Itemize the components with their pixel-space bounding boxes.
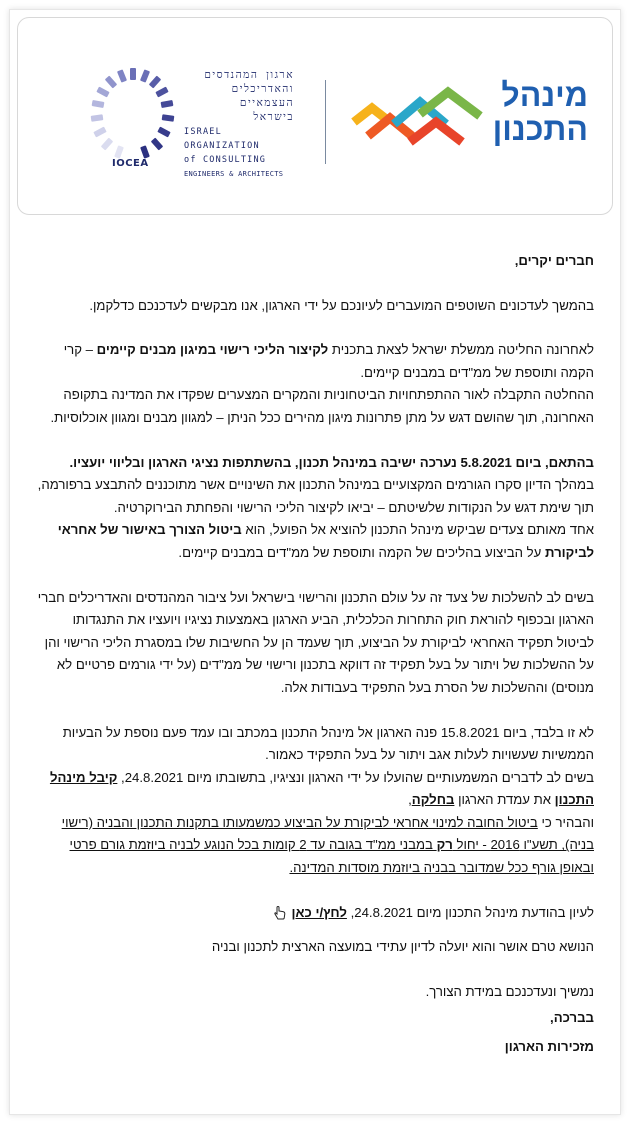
minhal-logo-line: התכנון xyxy=(492,111,588,147)
logo-divider xyxy=(325,80,326,164)
emphasis-text: רק xyxy=(436,837,453,853)
minhal-logo-line: מינהל xyxy=(501,77,588,113)
iocea-english-line: ISRAEL xyxy=(184,127,222,137)
regards-line: בברכה, xyxy=(550,1010,594,1026)
text-run: על הביצוע בהליכים של הקמה ותוספת של ממ"דים במבנים קיימים. xyxy=(178,544,546,560)
meeting-heading: בהתאם, ביום 5.8.2021 נערכה ישיבה במינהל תכנון, בהשתתפות נציגי הארגון ובליווי יועציו. xyxy=(69,454,594,470)
text-run: , xyxy=(408,792,412,808)
minhal-logo-icon xyxy=(350,84,490,154)
paragraph-discussion: במהלך הדיון סקרו הגורמים המקצועיים במינהל התכנון את השינויים אשר מתוכננים להתבצע ברפורמה, תוך שימת דגש על הנקודות שלשיטתם – יביאו לקיצור הליכי הרישוי והפחתת הבירוקרטיה. xyxy=(37,477,594,515)
intro-paragraph: בהמשך לעדכונים השוטפים המועברים לעיונכם על ידי הארגון, אנו מבקשים לעדכנכם כדלקמן. xyxy=(89,297,594,313)
closing-line: נמשיך ונעדכנכם במידת הצורך. xyxy=(425,983,594,999)
text-run: אחד מאותם צעדים שביקש מינהל התכנון להוציא אל הפועל, הוא xyxy=(241,522,594,538)
iocea-logo-text xyxy=(184,68,294,180)
letter-header xyxy=(17,17,613,215)
paragraph-clarification xyxy=(36,812,594,880)
paragraph-plan xyxy=(36,339,594,384)
text-run: והבהיר כי xyxy=(537,814,594,830)
underlined-text: ביטול החובה למינוי אחראי לביקורת על הביצוע כמשמעותו בתקנות התכנון והבניה (רישוי בניה), תשע"ו 2016 - יחול xyxy=(61,814,594,853)
pointing-hand-icon xyxy=(272,905,288,921)
paragraph-background: ההחלטה התקבלה לאור ההתפתחויות הביטחוניות והמקרים המצערים שפקדו את המדינה בתקופה האחרונה, תוך שהושם דגש על מתן פתרונות מיגון מהירים ככל הניתן – למגוון מבנים ומגוון אוכלוסיות. xyxy=(50,387,594,425)
text-run: בשים לב לדברים המשמעותיים שהועלו על ידי הארגון ונציגיו, בתשובתו מיום 24.8.2021, xyxy=(117,769,594,785)
iocea-hebrew-line: בישראל xyxy=(253,111,294,123)
paragraph-notice-link xyxy=(36,902,594,925)
paragraph-letter: לא זו בלבד, ביום 15.8.2021 פנה הארגון אל מינהל התכנון במכתב ובו עמד פעם נוספת על הבעיות הממשיות שעשויות לעלות אגב ויתור על בעל התפקיד כאמור. xyxy=(62,724,594,763)
minhal-logo-text xyxy=(488,78,588,146)
iocea-english-line: ENGINEERS & ARCHITECTS xyxy=(184,170,284,178)
notice-link[interactable]: לחץ/י כאן xyxy=(291,904,347,920)
paragraph-pending: הנושא טרם אושר והוא יועלה לדיון עתידי במועצה הארצית לתכנון ובניה xyxy=(211,939,594,955)
iocea-hebrew-line: העצמאיים xyxy=(239,97,294,109)
text-run: – קרי הקמה ותוספת של ממ"דים במבנים קיימים. xyxy=(63,342,594,380)
iocea-hebrew-line: והאדריכלים xyxy=(231,83,294,95)
underlined-text: במבני ממ"ד בגובה עד 2 קומות בכל הנוגע לבניה ביוזמת גורם פרטי ובאופן גורף ככל שמדובר בבניה ביוזמת מוסדות המדינה. xyxy=(69,837,594,876)
greeting: חברים יקרים, xyxy=(514,253,594,268)
text-run: לאחרונה החליטה ממשלת ישראל לצאת בתכנית xyxy=(328,342,594,358)
iocea-logo-icon xyxy=(84,66,180,170)
signature: מזכירות הארגון xyxy=(504,1039,594,1055)
emphasis-text: לקיצור הליכי רישוי במיגון מבנים קיימים xyxy=(96,342,329,358)
text-run: לעיון בהודעת מינהל התכנון מיום 24.8.2021, xyxy=(346,904,594,920)
paragraph-response xyxy=(36,767,594,812)
iocea-hebrew-line: ארגון המהנדסים xyxy=(204,69,294,81)
letter-body xyxy=(36,250,594,1059)
iocea-acronym: IOCEA xyxy=(112,158,149,169)
paragraph-objection: בשים לב להשלכות של צעד זה על עולם התכנון והרישוי בישראל ועל ציבור המהנדסים והאדריכלים חברי הארגון ובכפוף להוראת חוק התחרות הכלכלית, הביע הארגון באמצעות נציגיו ויועציו את התנגדותו לביטול תפקיד האחראי לביקורת על הביצוע, תוך שעמד הן על החשיבות שלו במסגרת הליכי הרישוי והן על ההשלכות של ויתור על בעל תפקיד זה דווקא בתכנון ורישוי של ממ"דים (על ידי גורמים פרטיים לא מנוסים) וההשלכות של הסרת בעל התפקיד בעבודות אלה. xyxy=(37,589,594,695)
emphasis-text: קיבל מינהל התכנון xyxy=(49,769,594,808)
emphasis-text: ביטול הצורך באישור של אחראי לביקורת xyxy=(57,522,594,560)
text-run: את עמדת הארגון xyxy=(454,792,555,808)
paragraph-cancellation xyxy=(36,519,594,564)
emphasis-text: בחלקה xyxy=(411,792,455,808)
iocea-english-line: ORGANIZATION xyxy=(184,141,260,151)
iocea-english-line: of CONSULTING xyxy=(184,155,267,165)
